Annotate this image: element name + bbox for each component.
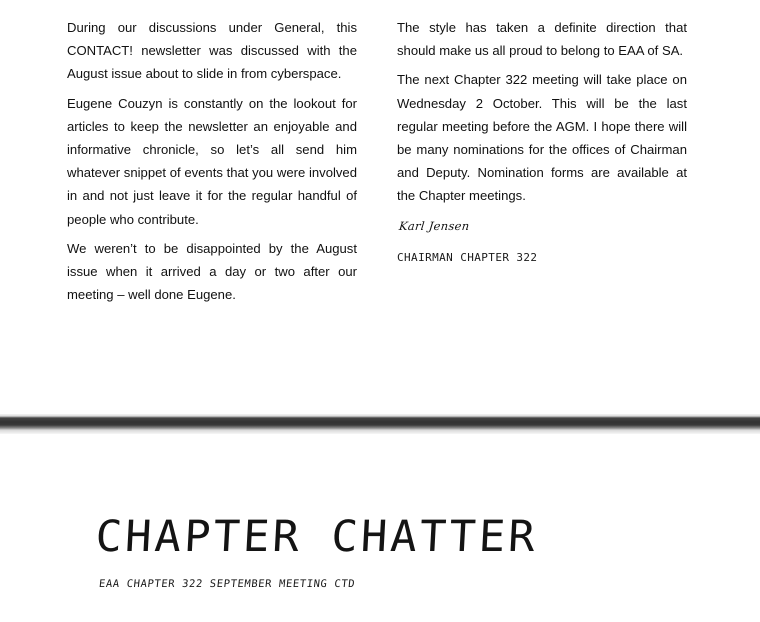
paragraph-eugene-couzyn: Eugene Couzyn is constantly on the lookout for articles to keep the newsletter an enjoyable and informative chronicle, so let’s all send him whatever snippet of events that you were involved in and not just leave it for the regular handful of people who contribute. [67, 95, 357, 227]
paragraph-style-direction: The style has taken a definite direction that should make us all proud to belong to EAA of SA. [397, 20, 687, 59]
paragraph-general-discussion: During our discussions under General, this CONTACT! newsletter was discussed with the August issue about to slide in from cyberspace. [67, 20, 357, 82]
section-title: CHAPTER CHATTER [94, 512, 539, 562]
right-column [397, 16, 687, 265]
page-divider [0, 414, 760, 434]
chairman-signoff: CHAIRMAN CHAPTER 322 [397, 250, 538, 264]
section-subtitle: EAA CHAPTER 322 SEPTEMBER MEETING CTD [98, 578, 356, 590]
page-bottom [0, 434, 760, 622]
paragraph-next-meeting: The next Chapter 322 meeting will take place on Wednesday 2 October. This will be the last regular meeting before the AGM. I hope there will be many nominations for the offices of Chairman and Deputy. Nomination forms are available at the Chapter meetings. [397, 72, 687, 204]
paragraph-august-issue: We weren’t to be disappointed by the August issue when it arrived a day or two after our meeting – well done Eugene. [67, 240, 357, 303]
left-column [67, 16, 357, 312]
chairman-signature: Karl Jensen [398, 218, 471, 233]
